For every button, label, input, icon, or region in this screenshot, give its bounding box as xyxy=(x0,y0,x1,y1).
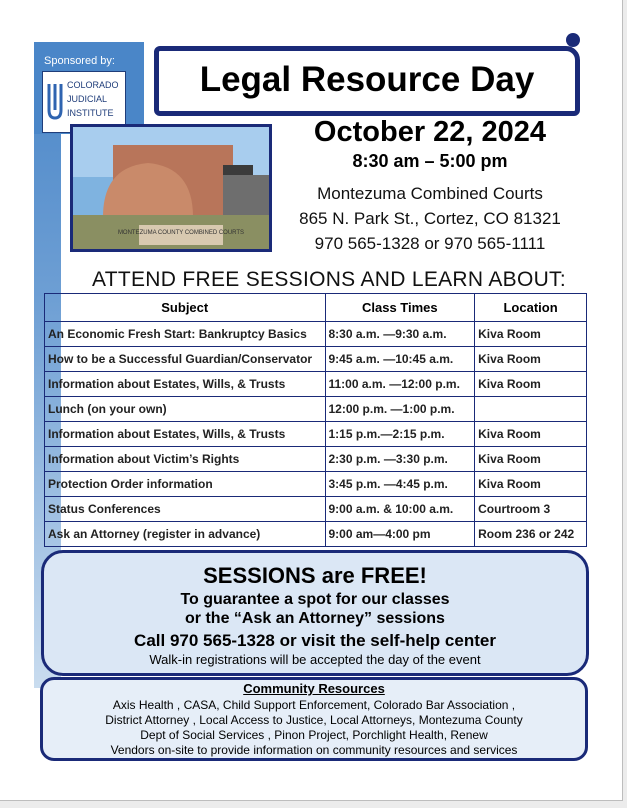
contact-phones: 970 565-1328 or 970 565-1111 xyxy=(314,234,546,253)
subject-cell: An Economic Fresh Start: Bankruptcy Basics xyxy=(45,322,326,347)
title-scroll-curl xyxy=(566,33,580,47)
community-line-4: Vendors on-site to provide information on community resources and services xyxy=(110,743,518,757)
header-class-times: Class Times xyxy=(325,294,475,322)
table-row xyxy=(45,422,587,447)
community-line-1: Axis Health , CASA, Child Support Enforcement, Colorado Bar Association , xyxy=(112,698,516,712)
location-cell: Courtroom 3 xyxy=(475,497,587,522)
time-cell: 2:30 p.m. —3:30 p.m. xyxy=(325,447,475,472)
table-row xyxy=(45,397,587,422)
table-header-row xyxy=(45,294,587,322)
table-row xyxy=(45,322,587,347)
location-cell: Kiva Room xyxy=(475,447,587,472)
free-line-1: To guarantee a spot for our classes xyxy=(180,591,450,608)
free-line-call: Call 970 565-1328 or visit the self-help center xyxy=(134,631,496,650)
venue-address: 865 N. Park St., Cortez, CO 81321 xyxy=(299,209,561,228)
location-cell: Kiva Room xyxy=(475,322,587,347)
time-cell: 12:00 p.m. —1:00 p.m. xyxy=(325,397,475,422)
time-cell: 11:00 a.m. —12:00 p.m. xyxy=(325,372,475,397)
event-date: October 22, 2024 xyxy=(313,116,547,148)
location-cell: Kiva Room xyxy=(475,347,587,372)
community-line-3: Dept of Social Services , Pinon Project, Porchlight Health, Renew xyxy=(140,728,488,742)
subject-cell: Protection Order information xyxy=(45,472,326,497)
location-cell: Kiva Room xyxy=(475,422,587,447)
subject-cell: Ask an Attorney (register in advance) xyxy=(45,522,326,547)
location-cell: Room 236 or 242 xyxy=(475,522,587,547)
logo-line-2: JUDICIAL xyxy=(67,94,108,104)
courthouse-image xyxy=(73,127,269,249)
time-cell: 9:00 a.m. & 10:00 a.m. xyxy=(325,497,475,522)
cji-logo-icon xyxy=(46,80,64,122)
location-cell: Kiva Room xyxy=(475,472,587,497)
table-row xyxy=(45,497,587,522)
time-cell: 3:45 p.m. —4:45 p.m. xyxy=(325,472,475,497)
table-row xyxy=(45,472,587,497)
sessions-heading: ATTEND FREE SESSIONS AND LEARN ABOUT: xyxy=(92,268,566,291)
location-cell: Kiva Room xyxy=(475,372,587,397)
header-subject: Subject xyxy=(45,294,326,322)
subject-cell: Information about Victim’s Rights xyxy=(45,447,326,472)
venue-name: Montezuma Combined Courts xyxy=(317,184,543,203)
free-line-2: or the “Ask an Attorney” sessions xyxy=(185,610,445,627)
sessions-table xyxy=(44,293,587,547)
sponsor-label: Sponsored by: xyxy=(44,55,115,67)
event-hours: 8:30 am – 5:00 pm xyxy=(352,151,508,171)
community-resources-title: Community Resources xyxy=(243,681,385,696)
time-cell: 9:45 a.m. —10:45 a.m. xyxy=(325,347,475,372)
table-row xyxy=(45,372,587,397)
time-cell: 9:00 am—4:00 pm xyxy=(325,522,475,547)
header-location: Location xyxy=(475,294,587,322)
community-line-2: District Attorney , Local Access to Justice, Local Attorneys, Montezuma County xyxy=(105,713,523,727)
page-title: Legal Resource Day xyxy=(199,60,535,99)
subject-cell: Information about Estates, Wills, & Trusts xyxy=(45,372,326,397)
courthouse-photo xyxy=(70,124,272,252)
free-line-walkin: Walk-in registrations will be accepted the day of the event xyxy=(149,652,481,667)
free-sessions-title: SESSIONS are FREE! xyxy=(203,563,427,588)
logo-line-3: INSTITUTE xyxy=(67,108,114,118)
logo-line-1: COLORADO xyxy=(67,80,119,90)
table-row xyxy=(45,447,587,472)
subject-cell: Lunch (on your own) xyxy=(45,397,326,422)
subject-cell: Information about Estates, Wills, & Trusts xyxy=(45,422,326,447)
time-cell: 8:30 a.m. —9:30 a.m. xyxy=(325,322,475,347)
subject-cell: Status Conferences xyxy=(45,497,326,522)
location-cell xyxy=(475,397,587,422)
table-row xyxy=(45,347,587,372)
photo-sign-text: MONTEZUMA COUNTY COMBINED COURTS xyxy=(117,230,245,236)
subject-cell: How to be a Successful Guardian/Conservator xyxy=(45,347,326,372)
table-row xyxy=(45,522,587,547)
time-cell: 1:15 p.m.—2:15 p.m. xyxy=(325,422,475,447)
